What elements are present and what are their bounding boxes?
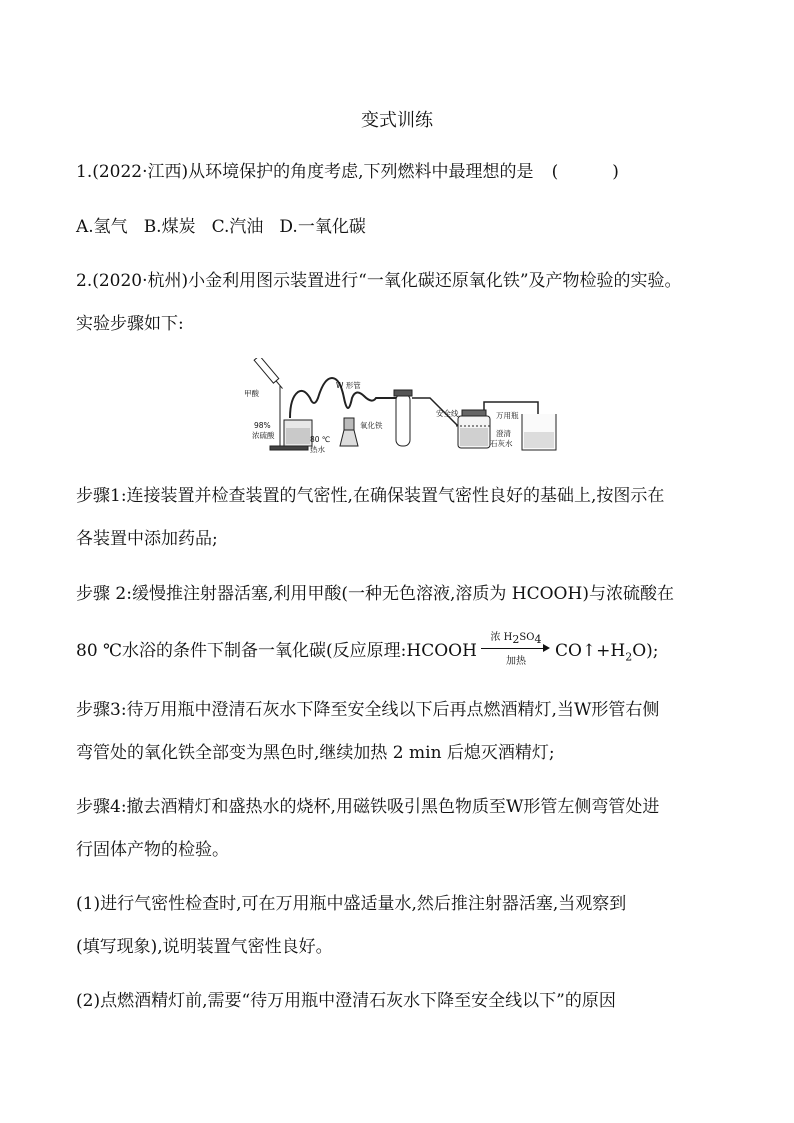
step2-line2-c: O); xyxy=(632,641,659,661)
stand-base xyxy=(270,446,308,450)
label-formic-acid: 甲酸 xyxy=(244,389,259,398)
label-80c: 80 ℃ xyxy=(310,435,331,444)
label-safety-line: 安全线 xyxy=(436,409,459,418)
question-2-intro-line1: 2.(2020·杭州)小金利用图示装置进行“一氧化碳还原氧化铁”及产物检验的实验。 xyxy=(76,271,682,291)
step2-line2-b: CO↑+H xyxy=(554,641,626,661)
label-limewater: 石灰水 xyxy=(490,439,513,448)
sub1-line2: (填写现象),说明装置气密性良好。 xyxy=(76,937,333,957)
apparatus-diagram xyxy=(240,358,562,458)
section-title: 变式训练 xyxy=(361,110,433,131)
option-d: D.一氧化碳 xyxy=(279,217,366,237)
step1-line2: 各装置中添加药品; xyxy=(76,529,218,549)
step1-line1: 步骤1:连接装置并检查装置的气密性,在确保装置气密性良好的基础上,按图示在 xyxy=(76,486,665,506)
question-2-intro-line2: 实验步骤如下: xyxy=(76,314,184,334)
question-1-stem xyxy=(76,162,619,182)
syringe xyxy=(246,358,287,392)
step2-line2 xyxy=(76,631,659,667)
step3-line2: 弯管处的氧化铁全部变为黑色时,继续加热 2 min 后熄灭酒精灯; xyxy=(76,743,555,763)
label-conc-h2so4: 浓硫酸 xyxy=(252,431,275,440)
sub2-line1: (2)点燃酒精灯前,需要“待万用瓶中澄清石灰水下降至安全线以下”的原因 xyxy=(76,991,616,1011)
q1-stem-text: 1.(2022·江西)从环境保护的角度考虑,下列燃料中最理想的是 xyxy=(76,162,534,182)
reaction-condition-top: 浓 $H_2SO_4$ xyxy=(490,631,542,646)
question-1-options xyxy=(76,217,382,237)
label-clear: 澄清 xyxy=(496,429,511,438)
step4-line1: 步骤4:撤去酒精灯和盛热水的烧杯,用磁铁吸引黑色物质至W形管左侧弯管处进 xyxy=(76,797,660,817)
reaction-condition-bottom: 加热 xyxy=(505,655,526,667)
sub1-line1: (1)进行气密性检查时,可在万用瓶中盛适量水,然后推注射器活塞,当观察到 xyxy=(76,894,627,914)
answer-paren-close: ) xyxy=(612,162,619,182)
option-b: B.煤炭 xyxy=(143,217,196,237)
h2o-subscript: 2 xyxy=(625,650,633,664)
label-iron-oxide: 氧化铁 xyxy=(360,421,383,430)
label-98pct: 98% xyxy=(254,421,271,430)
label-universal-bottle: 万用瓶 xyxy=(496,411,519,420)
label-hot-water: 热水 xyxy=(310,445,325,454)
test-tube xyxy=(396,394,410,446)
step2-line2-a: 80 ℃水浴的条件下制备一氧化碳(反应原理:HCOOH xyxy=(76,641,477,661)
step3-line1: 步骤3:待万用瓶中澄清石灰水下降至安全线以下后再点燃酒精灯,当W形管右侧 xyxy=(76,700,660,720)
option-c: C.汽油 xyxy=(211,217,264,237)
answer-paren-open: ( xyxy=(551,162,559,182)
step2-line1: 步骤 2:缓慢推注射器活塞,利用甲酸(一种无色溶液,溶质为 HCOOH)与浓硫酸在 xyxy=(76,584,674,604)
alcohol-lamp xyxy=(340,430,358,446)
step4-line2: 行固体产物的检验。 xyxy=(76,840,229,860)
reaction-arrow xyxy=(481,631,551,667)
label-w-tube: W 形管 xyxy=(336,381,361,390)
option-a: A.氢气 xyxy=(76,217,128,237)
